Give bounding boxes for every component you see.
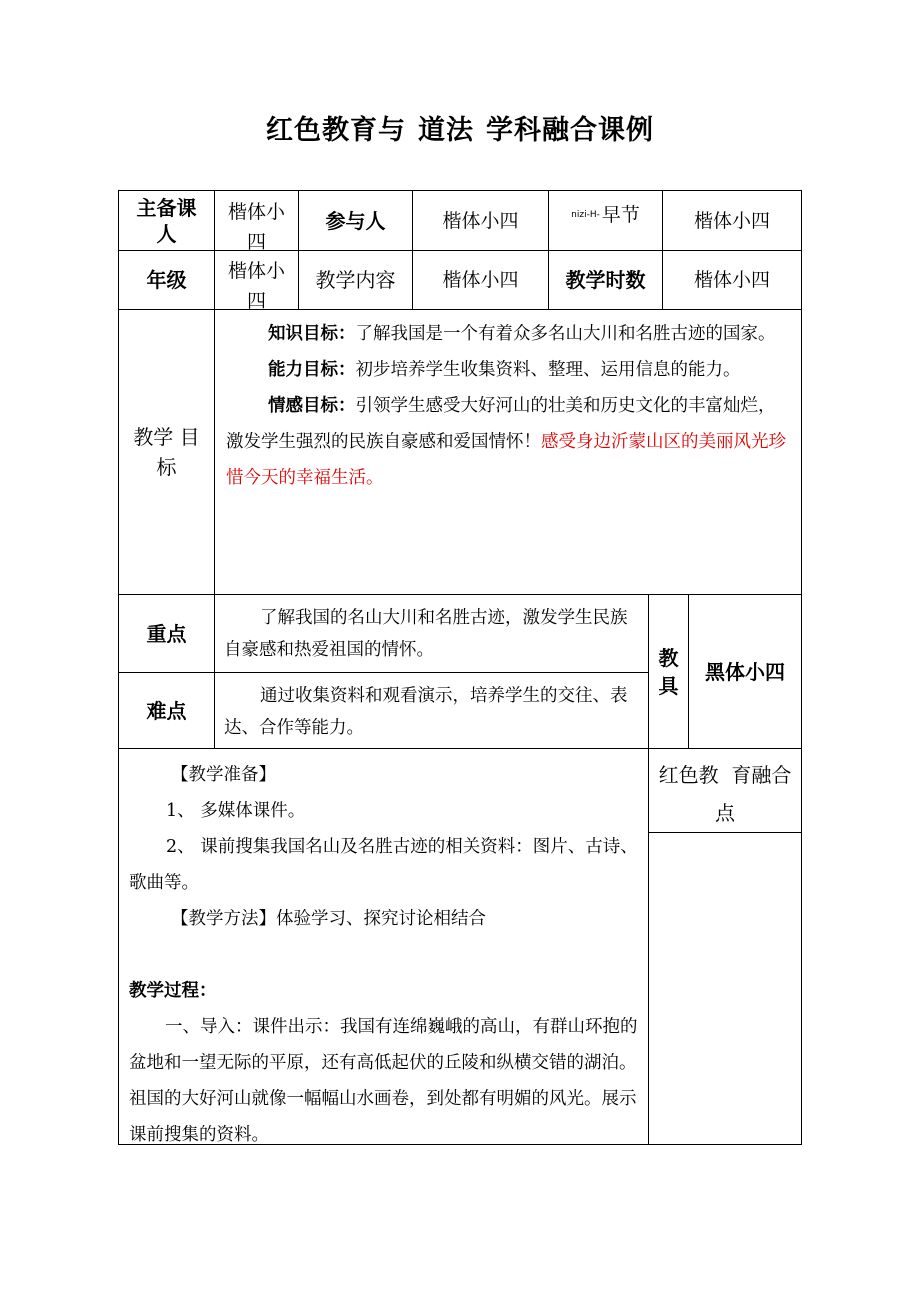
tools-value: 黑体小四 xyxy=(705,659,785,684)
ability-objective: 能力目标：初步培养学生收集资料、整理、运用信息的能力。 xyxy=(268,360,741,380)
knowledge-objective: 知识目标：了解我国是一个有着众多名山大川和名胜古迹的国家。 xyxy=(268,324,776,344)
difficulties-text: 通过收集资料和观看演示，培养学生的交往、表达、合作等能力。 xyxy=(224,686,628,738)
teaching-process xyxy=(129,757,641,1153)
grade-value: 楷体小四 xyxy=(227,260,285,312)
process-heading: 教学过程： xyxy=(129,981,217,1001)
intro-paragraph: 一、导入：课件出示：我国有连绵巍峨的高山，有群山环抱的盆地和一望无际的平原，还有高低起伏的丘陵和纵横交错的湖泊。祖国的大好河山就像一幅幅山水画卷，到处都有明媚的风光。展示课前搜集的资料。 xyxy=(129,1017,638,1145)
participants-label: 参与人 xyxy=(325,208,386,233)
prep-item-1: 1、 多媒体课件。 xyxy=(166,801,306,821)
method: 【教学方法】体验学习、探究讨论相结合 xyxy=(171,909,486,929)
red-integration-label: 红色教 育融合 点 xyxy=(658,763,792,825)
content-label: 教学内容 xyxy=(315,268,396,292)
prep-heading: 【教学准备】 xyxy=(171,765,276,785)
emotion-objective: 情感目标：引领学生感受大好河山的壮美和历史文化的丰富灿烂，激发学生强烈的民族自豪感和爱国情怀！感受身边沂蒙山区的美丽风光珍惜今天的幸福生活。 xyxy=(226,396,786,488)
participants-value: 楷体小四 xyxy=(442,209,519,232)
section-label: nizi-H- 早节 xyxy=(571,204,640,226)
lead-teacher-label: 主备课人 xyxy=(136,195,197,246)
title-part-1: 红色教育与 xyxy=(266,115,406,146)
objectives-label: 教学 目 标 xyxy=(133,425,200,479)
tools-label: 教 具 xyxy=(658,645,679,698)
prep-item-2: 2、 课前搜集我国名山及名胜古迹的相关资料：图片、古诗、 歌曲等。 xyxy=(129,837,638,893)
content-value: 楷体小四 xyxy=(442,269,519,291)
key-points-text: 了解我国的名山大川和名胜古迹，激发学生民族自豪感和热爱祖国的情怀。 xyxy=(224,608,628,660)
title-part-3: 学科融合课例 xyxy=(486,115,654,146)
difficulties-label: 难点 xyxy=(146,698,187,723)
title-part-2: 道法 xyxy=(418,115,474,146)
objectives-content xyxy=(226,316,792,496)
key-points-label: 重点 xyxy=(146,621,187,646)
hours-label: 教学时数 xyxy=(565,268,646,292)
lead-teacher-value: 楷体小四 xyxy=(227,201,285,253)
grade-label: 年级 xyxy=(146,268,187,292)
hours-value: 楷体小四 xyxy=(693,269,770,291)
section-value: 楷体小四 xyxy=(693,209,770,232)
